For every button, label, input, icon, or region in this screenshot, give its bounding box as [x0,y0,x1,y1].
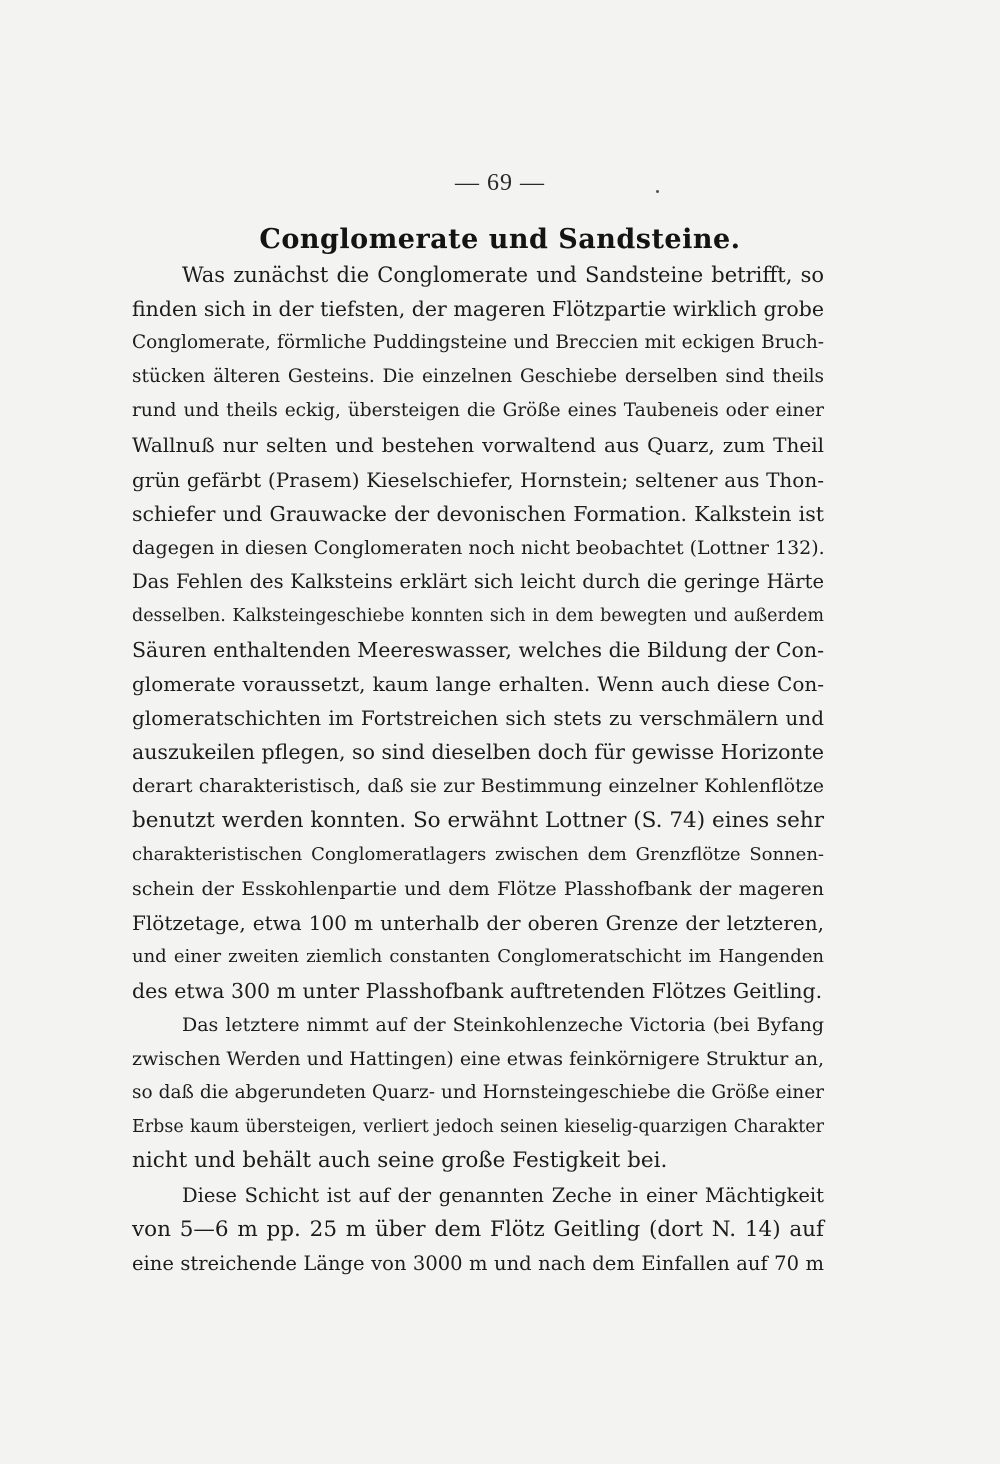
text-line: glomeratschichten im Fortstreichen sich stets zu verschmälern und [132,706,824,731]
page-number: — 69 — [455,170,545,196]
text-line: eine streichende Länge von 3000 m und nach dem Einfallen auf 70 m [132,1251,824,1275]
text-line: derart charakteristisch, daß sie zur Bestimmung einzelner Kohlenflötze [132,775,824,798]
text-line: benutzt werden konnten. So erwähnt Lottner (S. 74) eines sehr [132,807,824,833]
text-line: Das letztere nimmt auf der Steinkohlenzeche Victoria (bei Byfang [182,1014,824,1037]
text-line: dagegen in diesen Conglomeraten noch nicht beobachtet (Lottner 132). [132,536,825,559]
text-line: von 5—6 m pp. 25 m über dem Flötz Geitling (dort N. 14) auf [132,1216,824,1242]
text-line: auszukeilen pflegen, so sind dieselben doch für gewisse Horizonte [132,740,824,765]
text-line: desselben. Kalksteingeschiebe konnten sich in dem bewegten und außerdem [132,605,824,626]
text-line: Wallnuß nur selten und bestehen vorwaltend aus Quarz, zum Theil [132,433,824,458]
text-line: stücken älteren Gesteins. Die einzelnen Geschiebe derselben sind theils [132,366,824,388]
text-line: rund und theils eckig, übersteigen die Größe eines Taubeneis oder einer [132,400,824,422]
text-line: Flötzetage, etwa 100 m unterhalb der oberen Grenze der letzteren, [132,910,824,935]
text-line: glomerate voraussetzt, kaum lange erhalten. Wenn auch diese Con- [132,672,824,697]
text-line: schein der Esskohlenpartie und dem Flötze Plasshofbank der mageren [132,877,824,900]
paragraph-1 [132,258,824,1008]
text-line: Erbse kaum übersteigen, verliert jedoch seinen kieselig-quarzigen Charakter [132,1117,824,1138]
text-line: zwischen Werden und Hattingen) eine etwas feinkörnigere Struktur an, [132,1048,824,1071]
paragraph-3 [132,1179,824,1281]
text-line: und einer zweiten ziemlich constanten Conglomeratschicht im Hangenden [132,945,824,967]
text-line: schiefer und Grauwacke der devonischen Formation. Kalkstein ist [132,501,824,526]
body-text [132,258,824,1281]
text-line: Das Fehlen des Kalksteins erklärt sich leicht durch die geringe Härte [132,569,824,593]
text-line: nicht und behält auch seine große Festigkeit bei. [132,1148,668,1174]
text-line: grün gefärbt (Prasem) Kieselschiefer, Hornstein; seltener aus Thon- [132,467,824,492]
text-line: Säuren enthaltenden Meereswasser, welches die Bildung der Con- [132,638,824,663]
ink-speck [656,190,659,193]
text-line: charakteristischen Conglomeratlagers zwischen dem Grenzflötze Sonnen- [132,843,824,865]
text-line: Was zunächst die Conglomerate und Sandsteine betrifft, so [182,263,824,287]
section-heading: Conglomerate und Sandsteine. [259,224,741,255]
text-line: Diese Schicht ist auf der genannten Zeche in einer Mächtigkeit [182,1183,824,1207]
text-line: des etwa 300 m unter Plasshofbank auftretenden Flötzes Geitling. [132,978,823,1003]
text-line: so daß die abgerundeten Quarz- und Hornsteingeschiebe die Größe einer [132,1082,824,1104]
text-line: Conglomerate, förmliche Puddingsteine und Breccien mit eckigen Bruch- [132,332,824,354]
text-line: finden sich in der tiefsten, der mageren Flötzpartie wirklich grobe [132,297,824,322]
paragraph-2 [132,1008,824,1178]
